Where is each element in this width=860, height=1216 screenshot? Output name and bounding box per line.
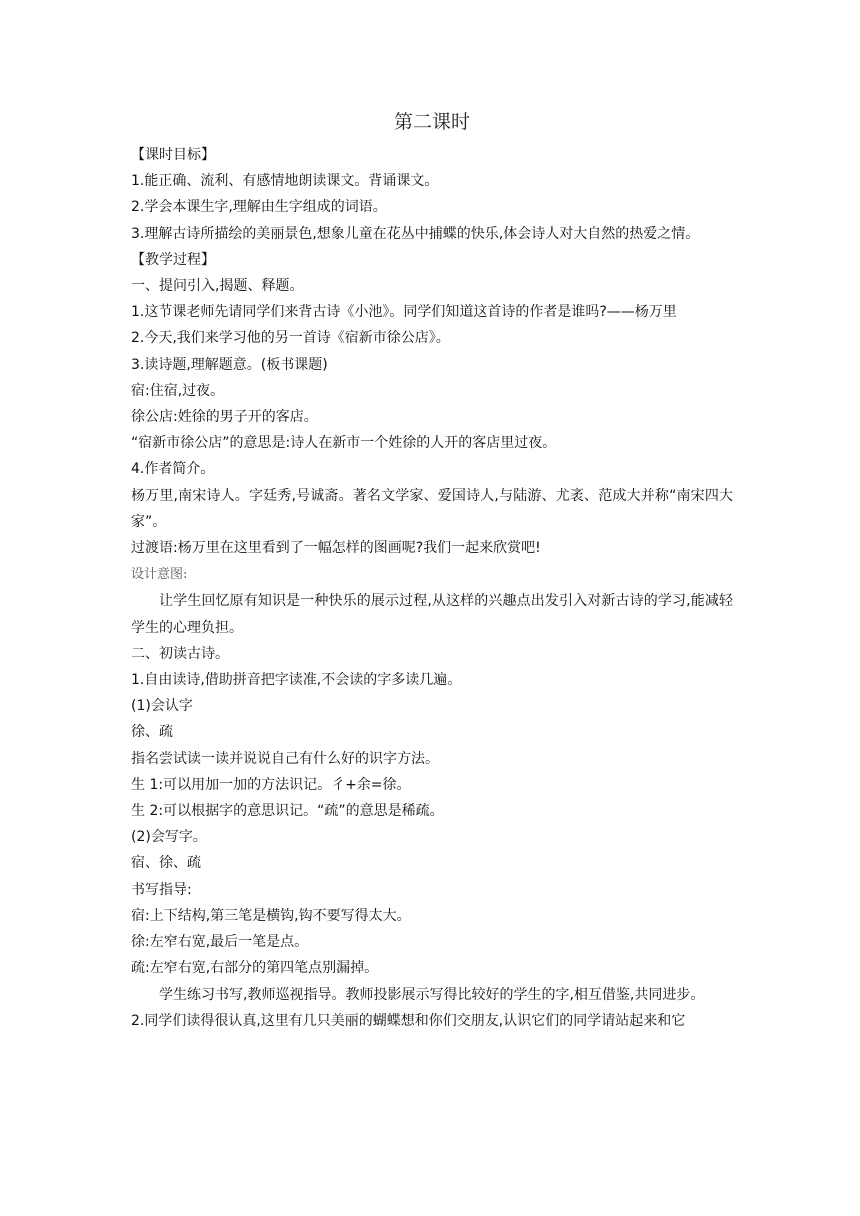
paragraph: 杨万里,南宋诗人。字廷秀,号诚斋。著名文学家、爱国诗人,与陆游、尤袤、范成大并称“南宋四大家”。 — [131, 487, 733, 530]
text-line: 1.自由读诗,借助拼音把字读准,不会读的字多读几遍。 — [131, 672, 462, 689]
text-line: 宿:住宿,过夜。 — [131, 382, 225, 399]
text-line: 3.读诗题,理解题意。(板书课题) — [131, 356, 328, 373]
text-line: (2)会写字。 — [131, 829, 207, 846]
text-line: 过渡语:杨万里在这里看到了一幅怎样的图画呢?我们一起来欣赏吧! — [131, 540, 541, 557]
document-page — [131, 108, 733, 1034]
text-line: 2.学会本课生字,理解由生字组成的词语。 — [131, 199, 387, 216]
design-intent-label — [131, 561, 733, 588]
document-body — [131, 142, 733, 1034]
page-title: 第二课时 — [393, 111, 470, 133]
indented-paragraph: 让学生回忆原有知识是一种快乐的展示过程,从这样的兴趣点出发引入对新古诗的学习,能减轻学生的心理负担。 — [131, 593, 733, 636]
text-line: 1.能正确、流利、有感情地朗读课文。背诵课文。 — [131, 173, 439, 190]
note-label-text: 设计意图: — [131, 567, 188, 583]
text-line: “宿新市徐公店”的意思是:诗人在新市一个姓徐的人开的客店里过夜。 — [131, 435, 557, 452]
text-line: 2.今天,我们来学习他的另一首诗《宿新市徐公店》。 — [131, 330, 450, 347]
text-line: 生 2:可以根据字的意思识记。“疏”的意思是稀疏。 — [131, 803, 444, 820]
text-line: 【教学过程】 — [131, 251, 215, 268]
text-line: 生 1:可以用加一加的方法识记。彳+余=徐。 — [131, 776, 411, 793]
text-line: 疏:左窄右宽,右部分的第四笔点别漏掉。 — [131, 960, 379, 977]
text-line: 宿、徐、疏 — [131, 855, 201, 872]
text-line: 宿:上下结构,第三笔是横钩,钩不要写得太大。 — [131, 907, 411, 924]
text-line: 1.这节课老师先请同学们来背古诗《小池》。同学们知道这首诗的作者是谁吗?——杨万里 — [131, 304, 677, 321]
text-line: 2.同学们读得很认真,这里有几只美丽的蝴蝶想和你们交朋友,认识它们的同学请站起来和它 — [131, 1012, 686, 1029]
text-line: 徐:左窄右宽,最后一笔是点。 — [131, 934, 309, 951]
text-line: (1)会认字 — [131, 698, 193, 715]
text-line: 【课时目标】 — [131, 147, 215, 163]
indented-paragraph: 学生练习书写,教师巡视指导。教师投影展示写得比较好的学生的字,相互借鉴,共同进步。 — [159, 986, 705, 1003]
text-line: 指名尝试读一读并说说自己有什么好的识字方法。 — [131, 750, 439, 767]
text-line: 4.作者简介。 — [131, 461, 215, 478]
text-line: 书写指导: — [131, 881, 192, 898]
paragraph: 3.理解古诗所描绘的美丽景色,想象儿童在花丛中捕蝶的快乐,体会诗人对大自然的热爱之情。 — [131, 225, 700, 242]
text-line: 二、初读古诗。 — [131, 645, 229, 662]
text-line: 徐公店:姓徐的男子开的客店。 — [131, 409, 318, 426]
text-line: 一、提问引入,揭题、释题。 — [131, 278, 304, 295]
text-line: 徐、疏 — [131, 724, 173, 741]
